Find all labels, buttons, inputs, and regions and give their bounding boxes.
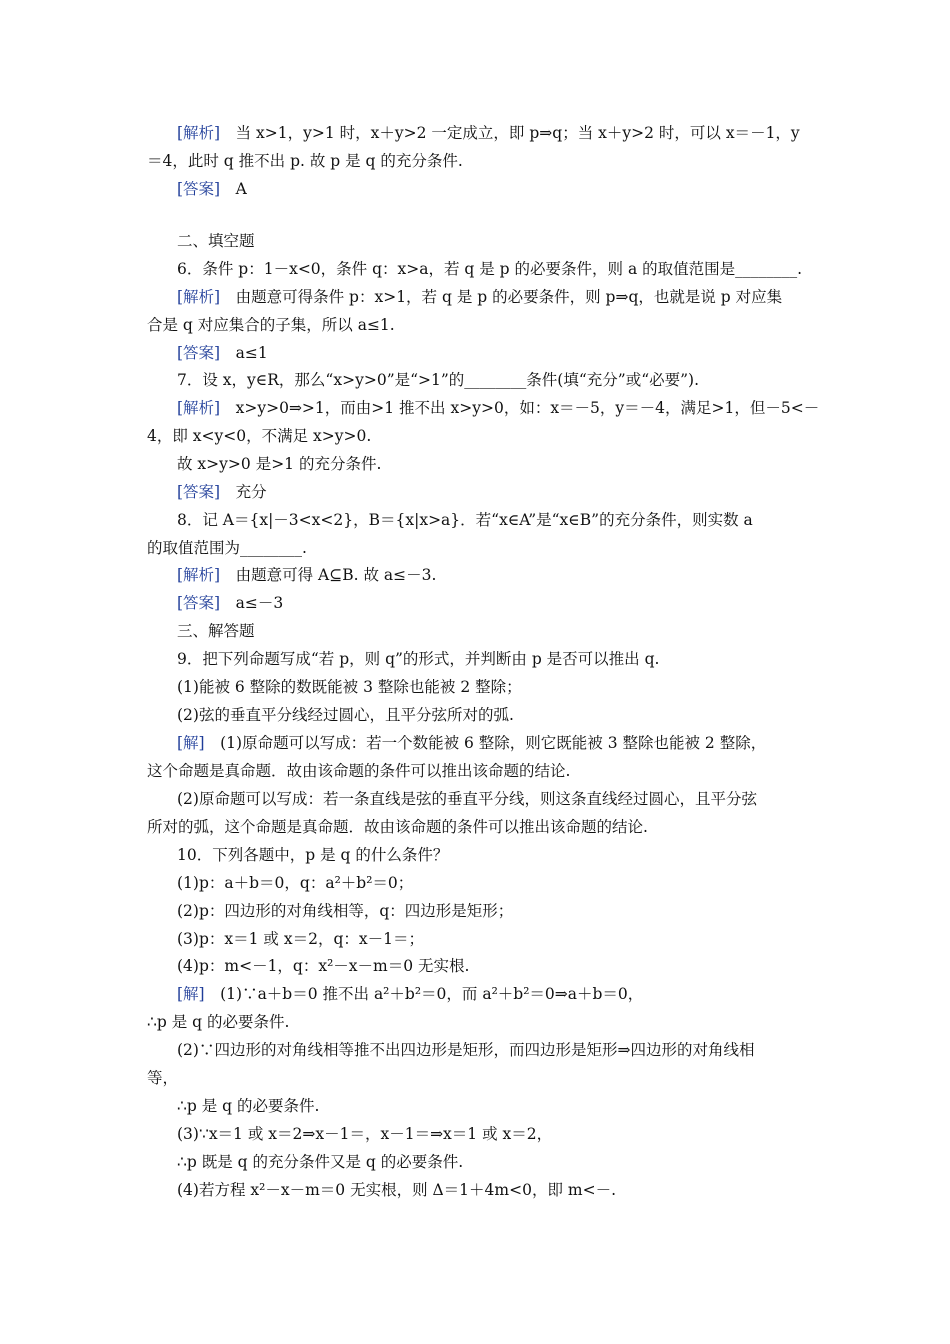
text-line bbox=[177, 929, 424, 949]
line-text: (3)p：x＝1 或 x＝2，q：x－1＝； bbox=[177, 930, 424, 948]
line-text: 由题意可得条件 p：x>1，若 q 是 p 的必要条件，则 p⇒q，也就是说 p 对应集 bbox=[220, 288, 783, 306]
text-line bbox=[177, 956, 469, 976]
section-heading bbox=[177, 231, 255, 251]
line-text: (1)原命题可以写成：若一个数能被 6 整除，则它既能被 3 整除也能被 2 整除， bbox=[204, 734, 767, 752]
line-text: a≤1 bbox=[220, 344, 268, 362]
text-line bbox=[177, 398, 819, 418]
text-line bbox=[177, 482, 267, 502]
question-line bbox=[177, 370, 699, 390]
line-text: (1)能被 6 整除的数既能被 3 整除也能被 2 整除； bbox=[177, 678, 522, 696]
analysis-tag: [解析] bbox=[177, 124, 221, 142]
solution-tag: [解] bbox=[177, 734, 205, 752]
analysis-tag: [解析] bbox=[177, 566, 221, 584]
section-heading bbox=[177, 621, 255, 641]
line-text: (1)∵a＋b＝0 推不出 a²＋b²＝0，而 a²＋b²＝0⇒a＋b＝0， bbox=[204, 985, 644, 1003]
line-text: 充分 bbox=[220, 483, 267, 501]
text-line bbox=[147, 538, 307, 558]
line-text: A bbox=[220, 180, 247, 198]
text-line bbox=[177, 1096, 319, 1116]
answer-tag: [答案] bbox=[177, 483, 221, 501]
answer-tag: [答案] bbox=[177, 180, 221, 198]
line-text: 所对的弧，这个命题是真命题．故由该命题的条件可以推出该命题的结论. bbox=[147, 818, 648, 836]
text-line bbox=[177, 873, 413, 893]
text-line bbox=[177, 1152, 463, 1172]
analysis-tag: [解析] bbox=[177, 288, 221, 306]
line-text: 8．记 A＝{x|－3<x<2}，B＝{x|x>a}．若“x∈A”是“x∈B”的充分条件，则实数 a bbox=[177, 511, 753, 529]
line-text: ∴p 是 q 的必要条件. bbox=[147, 1013, 290, 1031]
solution-tag: [解] bbox=[177, 985, 205, 1003]
text-line bbox=[177, 287, 782, 307]
line-text: (2)∵四边形的对角线相等推不出四边形是矩形，而四边形是矩形⇒四边形的对角线相 bbox=[177, 1041, 755, 1059]
text-line bbox=[147, 761, 570, 781]
line-text: 三、解答题 bbox=[177, 622, 255, 640]
line-text: a≤－3 bbox=[220, 594, 284, 612]
text-line bbox=[177, 1040, 754, 1060]
text-line bbox=[177, 593, 283, 613]
line-text: 等， bbox=[147, 1069, 179, 1087]
text-line bbox=[177, 677, 522, 697]
line-text: (2)p：四边形的对角线相等，q：四边形是矩形； bbox=[177, 902, 514, 920]
line-text: 二、填空题 bbox=[177, 232, 255, 250]
line-text: (4)若方程 x²－x－m＝0 无实根，则 Δ＝1＋4m<0，即 m<－. bbox=[177, 1181, 616, 1199]
line-text: ＝4，此时 q 推不出 p. 故 p 是 q 的充分条件. bbox=[147, 152, 463, 170]
text-line bbox=[147, 817, 648, 837]
question-line bbox=[177, 845, 448, 865]
question-line bbox=[177, 510, 753, 530]
line-text: 10．下列各题中，p 是 q 的什么条件？ bbox=[177, 846, 449, 864]
answer-tag: [答案] bbox=[177, 594, 221, 612]
text-line bbox=[177, 179, 247, 199]
text-line bbox=[177, 565, 436, 585]
line-text: x>y>0⇒>1，而由>1 推不出 x>y>0，如：x＝－5，y＝－4，满足>1，但－5<－ bbox=[220, 399, 820, 417]
question-line bbox=[177, 649, 659, 669]
line-text: (4)p：m<－1，q：x²－x－m＝0 无实根. bbox=[177, 957, 470, 975]
answer-tag: [答案] bbox=[177, 344, 221, 362]
text-line bbox=[147, 426, 371, 446]
text-line bbox=[177, 901, 513, 921]
line-text: 7．设 x，y∈R，那么“x>y>0”是“>1”的________条件(填“充分”或“必要”). bbox=[177, 371, 700, 389]
text-line bbox=[177, 789, 757, 809]
line-text: 当 x>1，y>1 时，x＋y>2 一定成立，即 p⇒q；当 x＋y>2 时，可以 x＝－1，y bbox=[220, 124, 800, 142]
text-line bbox=[177, 705, 514, 725]
line-text: 由题意可得 A⊆B. 故 a≤－3. bbox=[220, 566, 437, 584]
line-text: 合是 q 对应集合的子集，所以 a≤1. bbox=[147, 316, 395, 334]
text-line bbox=[177, 454, 381, 474]
line-text: 故 x>y>0 是>1 的充分条件. bbox=[177, 455, 382, 473]
text-line bbox=[147, 151, 463, 171]
text-line bbox=[147, 1068, 178, 1088]
line-text: 4，即 x<y<0，不满足 x>y>0. bbox=[147, 427, 372, 445]
line-text: 的取值范围为________. bbox=[147, 539, 307, 557]
text-line bbox=[147, 1012, 289, 1032]
line-text: 9．把下列命题写成“若 p，则 q”的形式，并判断由 p 是否可以推出 q. bbox=[177, 650, 660, 668]
text-line bbox=[177, 1180, 616, 1200]
text-line bbox=[177, 1124, 552, 1144]
text-line bbox=[177, 984, 643, 1004]
line-text: (1)p：a＋b＝0，q：a²＋b²＝0； bbox=[177, 874, 414, 892]
text-line bbox=[177, 123, 800, 143]
line-text: 6．条件 p：1－x<0，条件 q：x>a，若 q 是 p 的必要条件，则 a 的取值范围是________. bbox=[177, 260, 803, 278]
line-text: (2)原命题可以写成：若一条直线是弦的垂直平分线，则这条直线经过圆心，且平分弦 bbox=[177, 790, 757, 808]
line-text: (3)∵x＝1 或 x＝2⇒x－1＝，x－1＝⇒x＝1 或 x＝2， bbox=[177, 1125, 553, 1143]
text-line bbox=[147, 315, 395, 335]
text-line bbox=[177, 343, 268, 363]
line-text: ∴p 既是 q 的充分条件又是 q 的必要条件. bbox=[177, 1153, 464, 1171]
line-text: 这个命题是真命题．故由该命题的条件可以推出该命题的结论. bbox=[147, 762, 571, 780]
analysis-tag: [解析] bbox=[177, 399, 221, 417]
text-line bbox=[177, 733, 766, 753]
question-line bbox=[177, 259, 802, 279]
line-text: ∴p 是 q 的必要条件. bbox=[177, 1097, 320, 1115]
line-text: (2)弦的垂直平分线经过圆心，且平分弦所对的弧. bbox=[177, 706, 514, 724]
